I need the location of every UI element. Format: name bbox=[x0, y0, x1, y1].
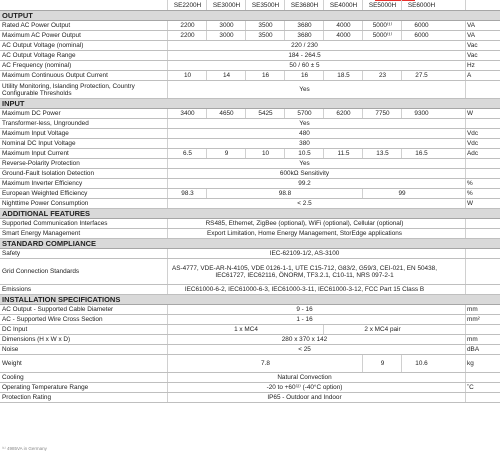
spec-value-group: 98.8 bbox=[278, 190, 292, 197]
spec-row-ac-supported-wire-cross-section bbox=[0, 315, 500, 325]
spec-value-se5000h: 5000⁽¹⁾ bbox=[372, 22, 393, 29]
model-se2200h: SE2200H bbox=[173, 2, 202, 9]
spec-row-smart-energy-management bbox=[0, 229, 500, 239]
column-divider bbox=[465, 373, 466, 382]
spec-label: Supported Communication Interfaces bbox=[2, 220, 108, 227]
footnote: ⁽¹⁾ 4985VA in Germany bbox=[2, 446, 47, 451]
model-se6000h: SE6000H bbox=[407, 2, 436, 9]
spec-unit bbox=[467, 373, 499, 382]
spec-row-maximum-dc-power bbox=[0, 109, 500, 119]
spec-label: Reverse-Polarity Protection bbox=[2, 160, 80, 167]
column-divider bbox=[465, 21, 466, 30]
spec-value-all-models: IP65 - Outdoor and Indoor bbox=[267, 394, 342, 401]
spec-row-maximum-inverter-efficiency bbox=[0, 179, 500, 189]
column-divider bbox=[465, 109, 466, 118]
column-divider bbox=[167, 285, 168, 294]
column-divider bbox=[323, 325, 324, 334]
spec-label: Ground-Fault Isolation Detection bbox=[2, 170, 95, 177]
spec-value-all-models: Yes bbox=[299, 120, 310, 127]
spec-unit: A bbox=[467, 72, 472, 79]
section-title: INPUT bbox=[2, 99, 25, 108]
spec-unit: Adc bbox=[467, 150, 479, 157]
column-divider bbox=[465, 355, 466, 372]
spec-row-utility-monitoring-islanding-protection- bbox=[0, 81, 500, 99]
column-divider bbox=[465, 139, 466, 148]
spec-value-group: 98.3 bbox=[181, 190, 194, 197]
column-divider bbox=[167, 393, 168, 402]
spec-unit: % bbox=[467, 180, 473, 187]
spec-unit bbox=[467, 393, 499, 402]
spec-unit: Vac bbox=[467, 42, 478, 49]
column-divider bbox=[465, 0, 466, 10]
column-divider bbox=[167, 0, 168, 10]
spec-unit: mm² bbox=[467, 316, 480, 323]
spec-value-se3000h: 4650 bbox=[219, 110, 234, 117]
spec-value-all-models: Export Limitation, Home Energy Management, StorEdge applications bbox=[206, 230, 403, 237]
column-divider bbox=[465, 51, 466, 60]
spec-value-se4000h: 4000 bbox=[336, 22, 351, 29]
column-divider bbox=[167, 139, 168, 148]
spec-unit: W bbox=[467, 110, 474, 117]
spec-value-se5000h: 7750 bbox=[375, 110, 390, 117]
spec-row-operating-temperature-range bbox=[0, 383, 500, 393]
section-additional-features bbox=[0, 209, 500, 219]
spec-row-ac-output-supported-cable-diameter bbox=[0, 305, 500, 315]
column-divider bbox=[245, 0, 246, 10]
spec-label: Protection Rating bbox=[2, 394, 52, 401]
column-divider bbox=[362, 0, 363, 10]
spec-value-se4000h: 18.5 bbox=[337, 72, 350, 79]
spec-label: Nighttime Power Consumption bbox=[2, 200, 89, 207]
column-divider bbox=[465, 119, 466, 128]
spec-value-se4000h: 6200 bbox=[336, 110, 351, 117]
model-se3000h: SE3000H bbox=[212, 2, 241, 9]
column-divider bbox=[465, 325, 466, 334]
spec-label: AC Output Voltage Range bbox=[2, 52, 76, 59]
spec-unit: mm bbox=[467, 336, 478, 343]
spec-unit bbox=[467, 259, 499, 284]
column-divider bbox=[362, 189, 363, 198]
column-divider bbox=[465, 41, 466, 50]
spec-value-all-models: IEC-62109-1/2, AS-3100 bbox=[269, 250, 340, 257]
column-divider bbox=[167, 219, 168, 228]
spec-value-se2200h: 2200 bbox=[180, 22, 195, 29]
spec-row-ac-frequency-nominal bbox=[0, 61, 500, 71]
spec-unit bbox=[467, 229, 499, 238]
spec-unit bbox=[467, 325, 499, 334]
spec-label: AC Output Voltage (nominal) bbox=[2, 42, 84, 49]
section-title: STANDARD COMPLIANCE bbox=[2, 239, 97, 248]
spec-value-se3500h: 5425 bbox=[258, 110, 273, 117]
spec-label: Utility Monitoring, Islanding Protection, Country Configurable Thresholds bbox=[2, 82, 135, 97]
spec-row-european-weighted-efficiency bbox=[0, 189, 500, 199]
column-divider bbox=[284, 0, 285, 10]
spec-row-maximum-continuous-output-current bbox=[0, 71, 500, 81]
spec-row-grid-connection-standards bbox=[0, 259, 500, 285]
column-divider bbox=[465, 249, 466, 258]
spec-value-group: 1 x MC4 bbox=[234, 326, 258, 333]
column-divider bbox=[167, 41, 168, 50]
spec-unit bbox=[467, 219, 499, 228]
column-divider bbox=[465, 149, 466, 158]
spec-unit bbox=[467, 119, 499, 128]
spec-value-se3000h: 3000 bbox=[219, 22, 234, 29]
spec-label: Grid Connection Standards bbox=[2, 268, 80, 275]
spec-row-safety bbox=[0, 249, 500, 259]
spec-row-reverse-polarity-protection bbox=[0, 159, 500, 169]
column-divider bbox=[465, 129, 466, 138]
spec-label: Weight bbox=[2, 360, 22, 367]
column-divider bbox=[167, 259, 168, 284]
spec-value-group: 2 x MC4 pair bbox=[364, 326, 401, 333]
spec-label: Smart Energy Management bbox=[2, 230, 81, 237]
column-divider bbox=[167, 315, 168, 324]
column-divider bbox=[167, 199, 168, 208]
spec-value-all-models: 99.2 bbox=[298, 180, 311, 187]
column-divider bbox=[465, 315, 466, 324]
model-se3680h: SE3680H bbox=[290, 2, 319, 9]
column-divider bbox=[167, 81, 168, 98]
model-se3500h: SE3500H bbox=[251, 2, 280, 9]
spec-label: Operating Temperature Range bbox=[2, 384, 89, 391]
column-divider bbox=[167, 119, 168, 128]
column-divider bbox=[167, 383, 168, 392]
section-standard-compliance bbox=[0, 239, 500, 249]
column-divider bbox=[465, 81, 466, 98]
column-divider bbox=[167, 129, 168, 138]
spec-unit: mm bbox=[467, 306, 478, 313]
column-divider bbox=[465, 169, 466, 178]
spec-value-se3680h: 16 bbox=[300, 72, 309, 79]
spec-value-all-models: 184 - 264.5 bbox=[288, 52, 321, 59]
spec-unit: Vac bbox=[467, 52, 478, 59]
spec-value-se2200h: 6.5 bbox=[183, 150, 192, 157]
spec-row-ac-output-voltage-nominal bbox=[0, 41, 500, 51]
spec-value-all-models: 220 / 230 bbox=[291, 42, 318, 49]
spec-label: Maximum DC Power bbox=[2, 110, 61, 117]
spec-unit: % bbox=[467, 190, 473, 197]
spec-label: AC Frequency (nominal) bbox=[2, 62, 72, 69]
spec-row-noise bbox=[0, 345, 500, 355]
spec-value-all-models: AS-4777, VDE-AR-N-4105, VDE 0126-1-1, UTE C15-712, G83/2, G59/3, CEI-021, EN 50438, IEC61727, IEC62116, ÖNORM, TF3.2.1, C10-11, NRS 097-2-1 bbox=[172, 264, 437, 279]
spec-value-all-models: 600kΩ Sensitivity bbox=[279, 170, 330, 177]
spec-value-se3000h: 14 bbox=[222, 72, 231, 79]
spec-value-all-models: IEC61000-6-2, IEC61000-6-3, IEC61000-3-11, IEC61000-3-12, FCC Part 15 Class B bbox=[184, 286, 425, 293]
spec-value-all-models: RS485, Ethernet, ZigBee (optional), WiFi (optional), Cellular (optional) bbox=[205, 220, 404, 227]
spec-label: European Weighted Efficiency bbox=[2, 190, 88, 197]
column-divider bbox=[167, 325, 168, 334]
spec-value-se6000h: 6000 bbox=[414, 22, 429, 29]
spec-row-nominal-dc-input-voltage bbox=[0, 139, 500, 149]
spec-value-se3000h: 9 bbox=[224, 150, 229, 157]
column-divider bbox=[167, 159, 168, 168]
column-divider bbox=[465, 71, 466, 80]
spec-value-se6000h: 16.5 bbox=[415, 150, 428, 157]
spec-value-all-models: 9 - 16 bbox=[296, 306, 313, 313]
spec-value-se3000h: 3000 bbox=[219, 32, 234, 39]
spec-value-se5000h: 5000⁽¹⁾ bbox=[372, 32, 393, 39]
spec-value-se4000h: 11.5 bbox=[337, 150, 350, 157]
column-divider bbox=[465, 159, 466, 168]
column-divider bbox=[465, 345, 466, 354]
spec-unit: Vdc bbox=[467, 130, 479, 137]
spec-row-ground-fault-isolation-detection bbox=[0, 169, 500, 179]
spec-unit: VA bbox=[467, 22, 476, 29]
spec-label: Safety bbox=[2, 250, 21, 257]
spec-value-all-models: < 2.5 bbox=[297, 200, 312, 207]
spec-row-emissions bbox=[0, 285, 500, 295]
spec-label: AC Output - Supported Cable Diameter bbox=[2, 306, 114, 313]
column-divider bbox=[167, 355, 168, 372]
column-divider bbox=[465, 393, 466, 402]
column-divider bbox=[465, 199, 466, 208]
spec-row-maximum-ac-power-output bbox=[0, 31, 500, 41]
spec-label: DC Input bbox=[2, 326, 28, 333]
column-divider bbox=[323, 0, 324, 10]
column-divider bbox=[167, 345, 168, 354]
spec-value-se3680h: 3680 bbox=[297, 22, 312, 29]
spec-row-maximum-input-voltage bbox=[0, 129, 500, 139]
spec-value-group: 7.8 bbox=[261, 360, 270, 367]
spec-row-dc-input bbox=[0, 325, 500, 335]
spec-value-all-models: -20 to +60⁽²⁾ (-40°C option) bbox=[266, 384, 343, 391]
column-divider bbox=[465, 179, 466, 188]
column-divider bbox=[206, 0, 207, 10]
spec-label: Maximum Continuous Output Current bbox=[2, 72, 108, 79]
column-divider bbox=[465, 305, 466, 314]
spec-label: AC - Supported Wire Cross Section bbox=[2, 316, 103, 323]
spec-row-cooling bbox=[0, 373, 500, 383]
spec-value-se2200h: 2200 bbox=[180, 32, 195, 39]
spec-label: Rated AC Power Output bbox=[2, 22, 71, 29]
spec-value-se6000h: 6000 bbox=[414, 32, 429, 39]
spec-value-se3500h: 16 bbox=[261, 72, 270, 79]
spec-row-transformer-less-ungrounded bbox=[0, 119, 500, 129]
column-divider bbox=[465, 219, 466, 228]
spec-row-rated-ac-power-output bbox=[0, 21, 500, 31]
spec-value-se2200h: 10 bbox=[183, 72, 192, 79]
spec-label: Dimensions (H x W x D) bbox=[2, 336, 71, 343]
spec-label: Maximum Inverter Efficiency bbox=[2, 180, 83, 187]
spec-unit: W bbox=[467, 200, 474, 207]
spec-value-se3680h: 5700 bbox=[297, 110, 312, 117]
column-divider bbox=[206, 189, 207, 198]
spec-value-group: 99 bbox=[398, 190, 406, 197]
spec-label: Maximum AC Power Output bbox=[2, 32, 81, 39]
spec-row-protection-rating bbox=[0, 393, 500, 403]
spec-row-nighttime-power-consumption bbox=[0, 199, 500, 209]
spec-row-weight bbox=[0, 355, 500, 373]
spec-label: Transformer-less, Ungrounded bbox=[2, 120, 89, 127]
spec-value-se3680h: 3680 bbox=[297, 32, 312, 39]
spec-label: Noise bbox=[2, 346, 19, 353]
spec-value-all-models: < 25 bbox=[298, 346, 311, 353]
section-title: INSTALLATION SPECIFICATIONS bbox=[2, 295, 121, 304]
spec-value-group: 9 bbox=[380, 360, 385, 367]
spec-value-se6000h: 27.5 bbox=[415, 72, 428, 79]
spec-value-all-models: Yes bbox=[299, 160, 310, 167]
spec-unit bbox=[467, 285, 499, 294]
spec-label: Cooling bbox=[2, 374, 24, 381]
spec-unit: ˚C bbox=[467, 384, 474, 391]
section-title: OUTPUT bbox=[2, 11, 33, 20]
spec-label: Emissions bbox=[2, 286, 32, 293]
spec-label: Maximum Input Voltage bbox=[2, 130, 69, 137]
model-header-row bbox=[0, 0, 500, 11]
spec-value-all-models: 50 / 60 ± 5 bbox=[289, 62, 320, 69]
spec-value-se3500h: 3500 bbox=[258, 32, 273, 39]
column-divider bbox=[167, 51, 168, 60]
column-divider bbox=[167, 169, 168, 178]
column-divider bbox=[167, 373, 168, 382]
column-divider bbox=[362, 355, 363, 372]
section-input bbox=[0, 99, 500, 109]
column-divider bbox=[465, 189, 466, 198]
spec-value-all-models: 480 bbox=[299, 130, 310, 137]
spec-row-dimensions-h-x-w-x-d bbox=[0, 335, 500, 345]
column-divider bbox=[465, 61, 466, 70]
column-divider bbox=[465, 31, 466, 40]
column-divider bbox=[167, 189, 168, 198]
spec-unit: Vdc bbox=[467, 140, 479, 147]
spec-value-se4000h: 4000 bbox=[336, 32, 351, 39]
column-divider bbox=[465, 383, 466, 392]
column-divider bbox=[167, 305, 168, 314]
spec-unit bbox=[467, 81, 499, 98]
spec-value-group: 10.6 bbox=[415, 360, 428, 367]
column-divider bbox=[465, 335, 466, 344]
column-divider bbox=[465, 259, 466, 284]
column-divider bbox=[167, 229, 168, 238]
column-divider bbox=[167, 61, 168, 70]
spec-unit bbox=[467, 169, 499, 178]
model-se5000h: SE5000H bbox=[368, 2, 397, 9]
spec-value-all-models: 280 x 370 x 142 bbox=[281, 336, 328, 343]
spec-value-se3680h: 10.5 bbox=[298, 150, 311, 157]
column-divider bbox=[167, 335, 168, 344]
column-divider bbox=[167, 249, 168, 258]
spec-label: Maximum Input Current bbox=[2, 150, 69, 157]
spec-unit: Hz bbox=[467, 62, 475, 69]
section-title: ADDITIONAL FEATURES bbox=[2, 209, 91, 218]
column-divider bbox=[401, 355, 402, 372]
column-divider bbox=[401, 0, 402, 10]
spec-unit: kg bbox=[467, 360, 474, 367]
spec-value-all-models: Natural Convection bbox=[277, 374, 332, 381]
spec-value-se5000h: 23 bbox=[378, 72, 387, 79]
spec-value-se6000h: 9300 bbox=[414, 110, 429, 117]
spec-row-maximum-input-current bbox=[0, 149, 500, 159]
spec-row-ac-output-voltage-range bbox=[0, 51, 500, 61]
spec-unit: VA bbox=[467, 32, 476, 39]
spec-label: Nominal DC Input Voltage bbox=[2, 140, 76, 147]
section-installation-specifications bbox=[0, 295, 500, 305]
spec-unit bbox=[467, 249, 499, 258]
section-output bbox=[0, 11, 500, 21]
spec-value-se5000h: 13.5 bbox=[376, 150, 389, 157]
spec-unit: dBA bbox=[467, 346, 480, 353]
spec-body bbox=[0, 11, 500, 403]
spec-value-se2200h: 3400 bbox=[180, 110, 195, 117]
spec-value-all-models: 380 bbox=[299, 140, 310, 147]
column-divider bbox=[465, 229, 466, 238]
spec-value-se3500h: 3500 bbox=[258, 22, 273, 29]
column-divider bbox=[465, 285, 466, 294]
spec-unit bbox=[467, 159, 499, 168]
model-se4000h: SE4000H bbox=[329, 2, 358, 9]
spec-row-supported-communication-interfaces bbox=[0, 219, 500, 229]
spec-value-all-models: Yes bbox=[299, 86, 310, 93]
column-divider bbox=[167, 179, 168, 188]
spec-value-all-models: 1 - 16 bbox=[296, 316, 313, 323]
spec-value-se3500h: 10 bbox=[261, 150, 270, 157]
